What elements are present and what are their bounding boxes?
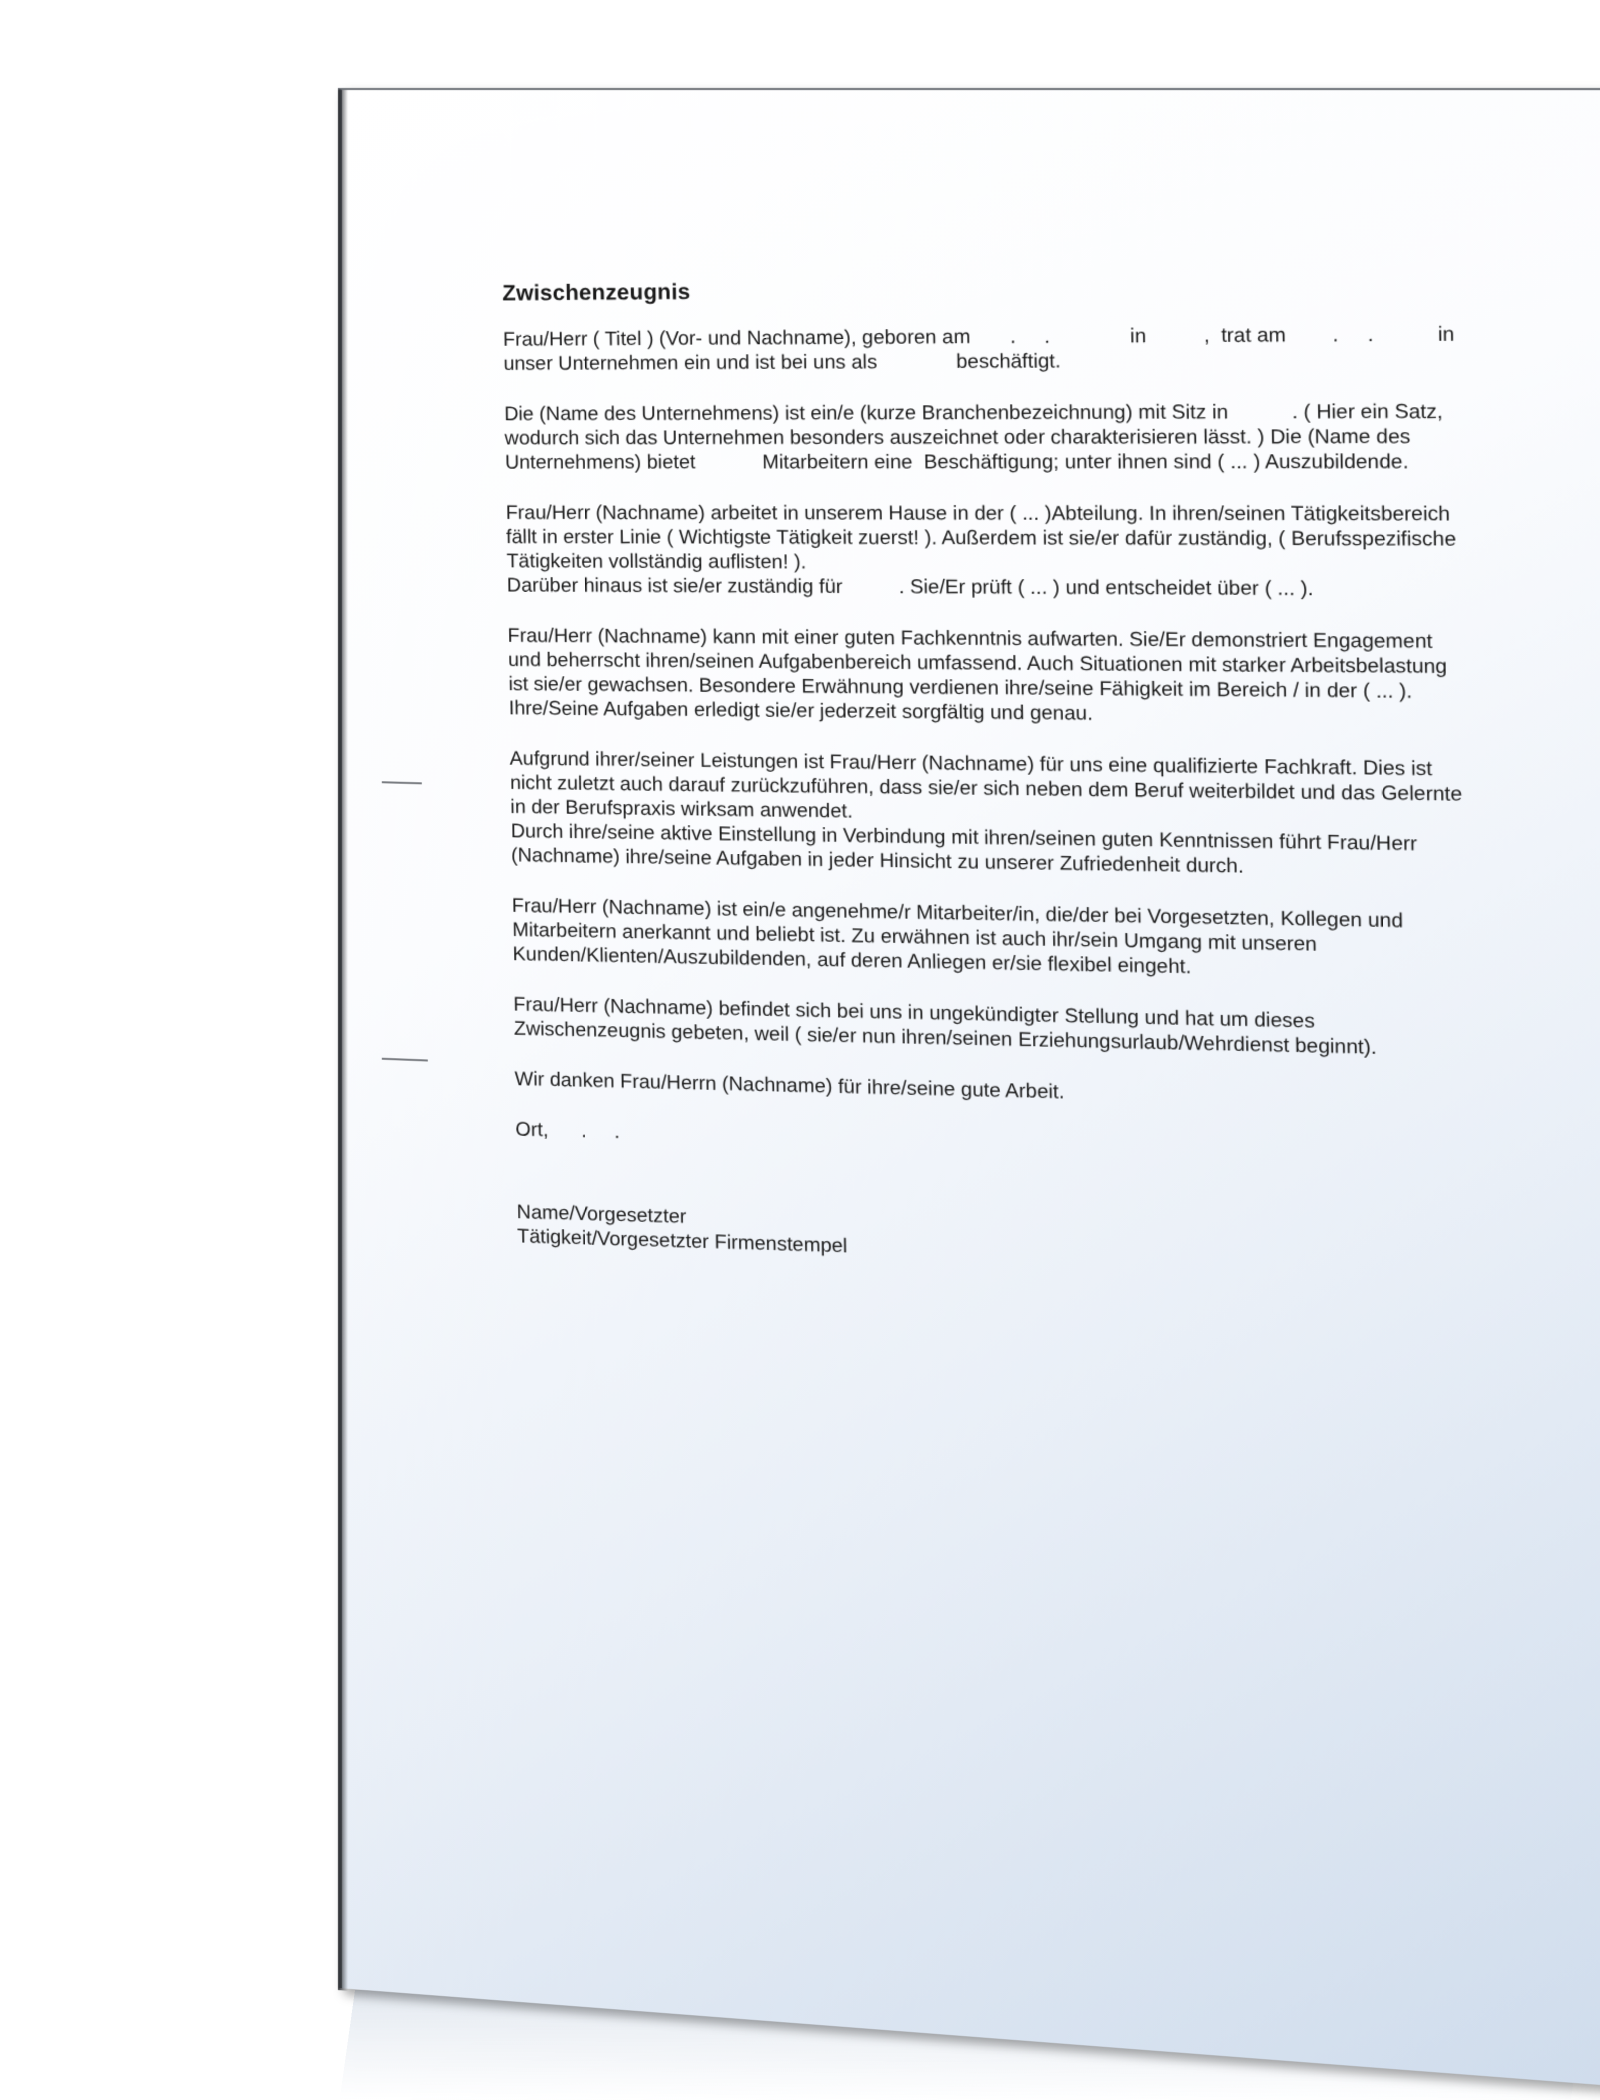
document-page [338,88,1600,2086]
document-title: Zwischenzeugnis [502,278,691,306]
page-edge-shadow [338,90,348,1991]
signature-name: Name/Vorgesetzter [516,1200,687,1229]
fold-mark-bottom [382,1058,428,1062]
signature-block [517,1200,1504,1279]
paragraph-company: Die (Name des Unternehmens) ist ein/e (kurze Branchenbezeichnung) mit Sitz in . ( Hier ein Satz, wodurch sich das Unternehmen besonders auszeichnet oder charakterisieren lässt. ) Die (Name des Unternehmens) bietet Mitarbeitern eine Beschäftigung; unter ihnen sind ( ... ) Auszubildende. [504,400,1443,474]
place-date-line: Ort, . . [515,1118,620,1144]
fold-mark-top [382,781,422,784]
page-wrapper [338,88,1600,2086]
paragraph-conduct: Frau/Herr (Nachname) ist ein/e angenehme/r Mitarbeiter/in, die/der bei Vorgesetzten, Kollegen und Mitarbeitern anerkannt und beliebt ist. Zu erwähnen ist auch ihr/sein Umgang mit unseren Kunden/Klienten/Auszubildenden, auf deren Anliegen er/sie flexibel eingeht. [511,894,1404,979]
signature-role: Tätigkeit/Vorgesetzter Firmenstempel [517,1225,848,1258]
paragraph-skills: Frau/Herr (Nachname) kann mit einer guten Fachkenntnis aufwarten. Sie/Er demonstriert Engagement und beherrscht ihren/seinen Aufgabenbereich umfassend. Auch Situationen mit starker Arbeitsbelastung ist sie/er gewachsen. Besondere Erwähnung verdienen ihre/seine Fähigkeit im Bereich / in der ( ... ). Ihre/Seine Aufgaben erledigt sie/er jederzeit sorgfältig und genau. [507,624,1448,725]
paragraph-tasks: Frau/Herr (Nachname) arbeitet in unserem Hause in der ( ... )Abteilung. In ihren/seinen Tätigkeitsbereich fällt in erster Linie ( Wichtigste Tätigkeit zuerst! ). Außerdem ist sie/er dafür zuständig, ( Berufsspezifische Tätigkeiten vollständig auflisten! ). Darüber hinaus ist sie/er zuständig für . Sie/Er prüft ( ... ) und entscheidet über ( ... ). [505,501,1457,601]
paragraph-intro: Frau/Herr ( Titel ) (Vor- und Nachname), geboren am . . in , trat am . . in unser Unternehmen ein und ist bei uns als beschäftigt. [502,322,1455,375]
paragraph-performance: Aufgrund ihrer/seiner Leistungen ist Frau/Herr (Nachname) für uns eine qualifizierte Fachkraft. Dies ist nicht zuletzt auch darauf zurückzuführen, dass sie/er sich neben dem Beruf weiterbildet und das Gelernte in der Berufspraxis wirksam anwendet. Durch ihre/seine aktive Einstellung in Verbindung mit ihren/seinen guten Kenntnissen führt Frau/Herr (Nachname) ihre/seine Aufgaben in jeder Hinsicht zu unserer Zufriedenheit durch. [509,747,1463,878]
paragraph-thanks: Wir danken Frau/Herrn (Nachname) für ihre/seine gute Arbeit. [514,1067,1065,1104]
document-body [502,273,1503,1278]
paragraph-reason: Frau/Herr (Nachname) befindet sich bei uns in ungekündigter Stellung und hat um dieses Zwischenzeugnis gebeten, weil ( sie/er nun ihren/seinen Erziehungsurlaub/Wehrdienst beginnt). [513,993,1377,1060]
